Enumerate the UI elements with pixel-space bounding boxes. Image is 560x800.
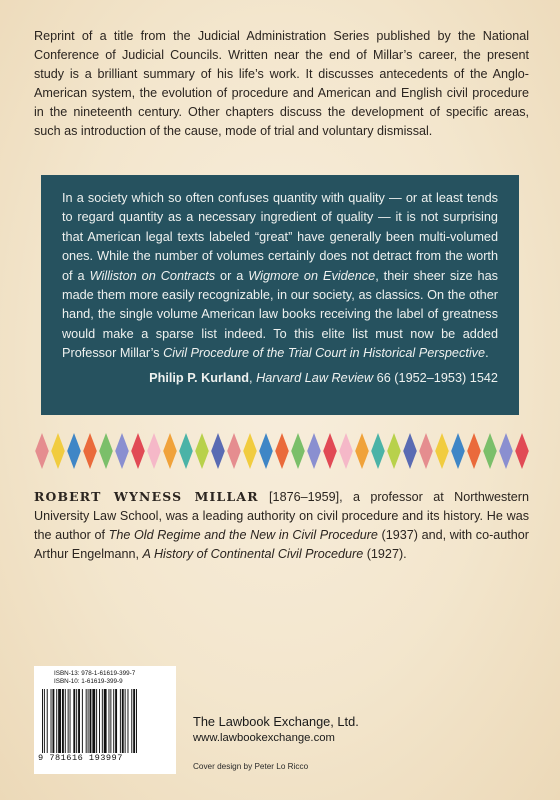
author-book-old-regime: The Old Regime and the New in Civil Procedure: [108, 528, 378, 542]
diamond-ornament: [227, 433, 241, 469]
diamond-ornament: [243, 433, 257, 469]
barcode-bar: [125, 689, 126, 753]
reviewer-name: Philip P. Kurland: [149, 370, 249, 385]
barcode-bar: [42, 689, 43, 753]
barcode-bar: [51, 689, 52, 753]
barcode-bar: [73, 689, 75, 753]
book-title-williston: Williston on Contracts: [89, 268, 216, 283]
book-title-wigmore: Wigmore on Evidence: [248, 268, 376, 283]
barcode-bar: [76, 689, 77, 753]
barcode-bar: [44, 689, 45, 753]
diamond-ornament: [483, 433, 497, 469]
diamond-ornament: [371, 433, 385, 469]
review-quote-box: [41, 175, 519, 415]
book-title-civil-procedure: Civil Procedure of the Trial Court in Historical Perspective: [163, 346, 486, 361]
diamond-ornament: [51, 433, 65, 469]
review-attribution: Philip P. Kurland, Harvard Law Review 66 (1952–1953) 1542: [149, 370, 498, 385]
barcode-bar: [102, 689, 103, 753]
diamond-ornament: [339, 433, 353, 469]
diamond-ornament: [275, 433, 289, 469]
diamond-ornament: [403, 433, 417, 469]
diamond-ornament: [259, 433, 273, 469]
barcode-bar: [120, 689, 121, 753]
diamond-ornament: [467, 433, 481, 469]
isbn-barcode-label: [34, 666, 176, 774]
review-source: Harvard Law Review: [256, 370, 374, 385]
barcode-bar: [88, 689, 89, 753]
diamond-ornament: [211, 433, 225, 469]
diamond-ornament: [67, 433, 81, 469]
author-book-continental: A History of Continental Civil Procedure: [142, 547, 364, 561]
barcode-bar: [128, 689, 129, 753]
barcode-icon: [40, 689, 168, 753]
description-paragraph: Reprint of a title from the Judicial Administration Series published by the National Conference of Judicial Councils. Written near the end of Millar’s career, the present study is a brilliant summary of his life’s work. It discusses antecedents of the Anglo-American system, the evolution of procedure and American and English civil procedure in the nineteenth century. Other chapters discuss the development of specific areas, such as introduction of the cause, mode of trial and voluntary dismissal.: [34, 29, 529, 138]
isbn-10: ISBN-10: 1-61619-399-9: [54, 678, 123, 685]
diamond-ornament: [499, 433, 513, 469]
diamond-ornament: [131, 433, 145, 469]
barcode-bar: [113, 689, 114, 753]
barcode-bar: [99, 689, 100, 753]
barcode-bar: [52, 689, 54, 753]
diamond-ornament: [115, 433, 129, 469]
diamond-ornament: [387, 433, 401, 469]
diamond-ornament: [163, 433, 177, 469]
barcode-bar: [56, 689, 57, 753]
diamond-ornament: [83, 433, 97, 469]
diamond-ornament: [99, 433, 113, 469]
diamond-ornament: [355, 433, 369, 469]
diamond-ornament: [451, 433, 465, 469]
isbn-13: ISBN-13: 978-1-61619-399-7: [54, 670, 136, 677]
diamond-ornament: [323, 433, 337, 469]
barcode-bar: [122, 689, 124, 753]
barcode-bar: [133, 689, 135, 753]
author-biography: ROBERT WYNESS MILLAR [1876–1959], a professor at Northwestern University Law School, was a leading authority on civil procedure and its history. He was the author of The Old Regime and the New in Civil Procedure (1937) and, with co-author Arthur Engelmann, A History of Continental Civil Procedure (1927).: [34, 489, 529, 561]
diamond-ornament: [291, 433, 305, 469]
publisher-name: The Lawbook Exchange, Ltd.: [193, 714, 359, 729]
cover-design-credit: Cover design by Peter Lo Ricco: [193, 762, 309, 771]
diamond-ornament: [419, 433, 433, 469]
barcode-bar: [86, 689, 87, 753]
diamond-ornament: [35, 433, 49, 469]
diamond-ornament: [147, 433, 161, 469]
barcode-bar: [109, 689, 110, 753]
barcode-bar: [104, 689, 107, 753]
barcode-bar: [62, 689, 64, 753]
barcode-bar: [90, 689, 92, 753]
barcode-bar: [65, 689, 66, 753]
barcode-bar: [115, 689, 117, 753]
author-name: ROBERT WYNESS MILLAR: [34, 489, 259, 504]
review-quote-text: In a society which so often confuses quantity with quality — or at least tends to regard quantity as a necessary ingredient of quality — it is not surprising that American legal texts labeled “great” have generally been multi-volumed ones. While the number of volumes certainly does not detract from the worth of a Williston on Contracts or a Wigmore on Evidence, their sheer size has made them more easily recognizable, in our society, as classics. On the other hand, the single volume American law books receiving the label of greatness would make a sparse list indeed. To this elite list must now be added Professor Millar’s Civil Procedure of the Trial Court in Historical Perspective.: [62, 191, 499, 361]
barcode-bar: [68, 689, 69, 753]
barcode-bar: [82, 689, 83, 753]
publisher-website: www.lawbookexchange.com: [193, 732, 335, 744]
barcode-digits: 9 781616 193997: [38, 753, 123, 763]
barcode-bar: [110, 689, 111, 753]
barcode-bar: [92, 689, 95, 753]
barcode-bar: [47, 689, 48, 753]
decorative-diamond-border: [34, 432, 530, 470]
diamond-ornament: [515, 433, 529, 469]
barcode-bar: [58, 689, 61, 753]
barcode-bar: [96, 689, 97, 753]
barcode-bar: [70, 689, 71, 753]
diamond-ornament: [435, 433, 449, 469]
diamond-ornament: [307, 433, 321, 469]
barcode-bar: [78, 689, 80, 753]
diamond-ornament: [179, 433, 193, 469]
diamond-ornament: [195, 433, 209, 469]
barcode-bar: [136, 689, 137, 753]
barcode-bar: [131, 689, 132, 753]
